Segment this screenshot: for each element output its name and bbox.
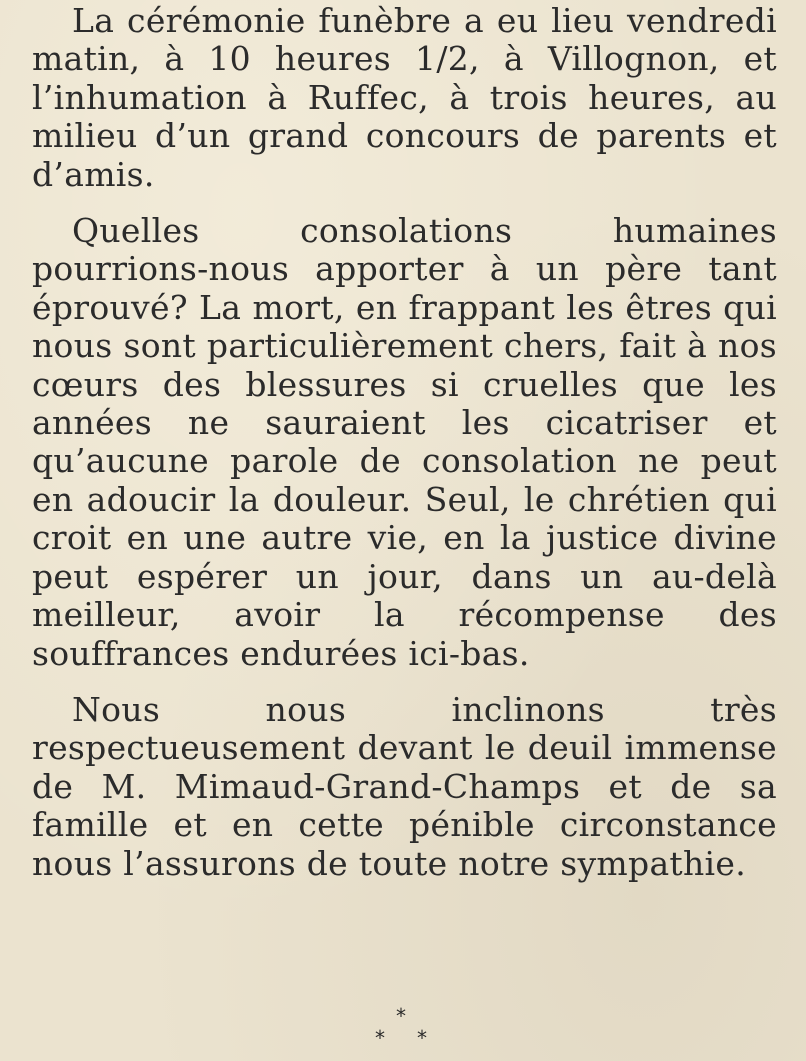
paragraph-funeral-ceremony: La cérémonie funèbre a eu lieu vendredi matin, à 10 heures 1/2, à Villognon, et l’inhumation à Ruffec, à trois heures, au milieu d’un grand concours de parents et d’amis. xyxy=(32,1,777,194)
paragraph-sympathy: Nous nous inclinons très respectueusement devant le deuil immense de M. Mimaud-Grand-Champs et de sa famille et en cette pénible circonstance nous l’assurons de toute notre sympathie. xyxy=(32,689,777,883)
asterism-star-right: * xyxy=(417,1026,427,1050)
paragraph-consolations: Quelles consolations humaines pourrions-nous apporter à un père tant éprouvé? La mort, en frappant les êtres qui nous sont particulièrement chers, fait à nos cœurs des blessures si cruelles que les années ne sauraient les cicatriser et qu’aucune parole de consolation ne peut en adoucir la douleur. Seul, le chrétien qui croit en une autre vie, en la justice divine peut espérer un jour, dans un au-delà meilleur, avoir la récompense des souffrances endurées ici-bas. xyxy=(32,211,777,673)
article-column xyxy=(32,2,777,901)
asterism-star-left: * xyxy=(375,1026,385,1050)
asterism-star-top: * xyxy=(396,1004,406,1028)
asterism-separator xyxy=(0,1000,806,1048)
